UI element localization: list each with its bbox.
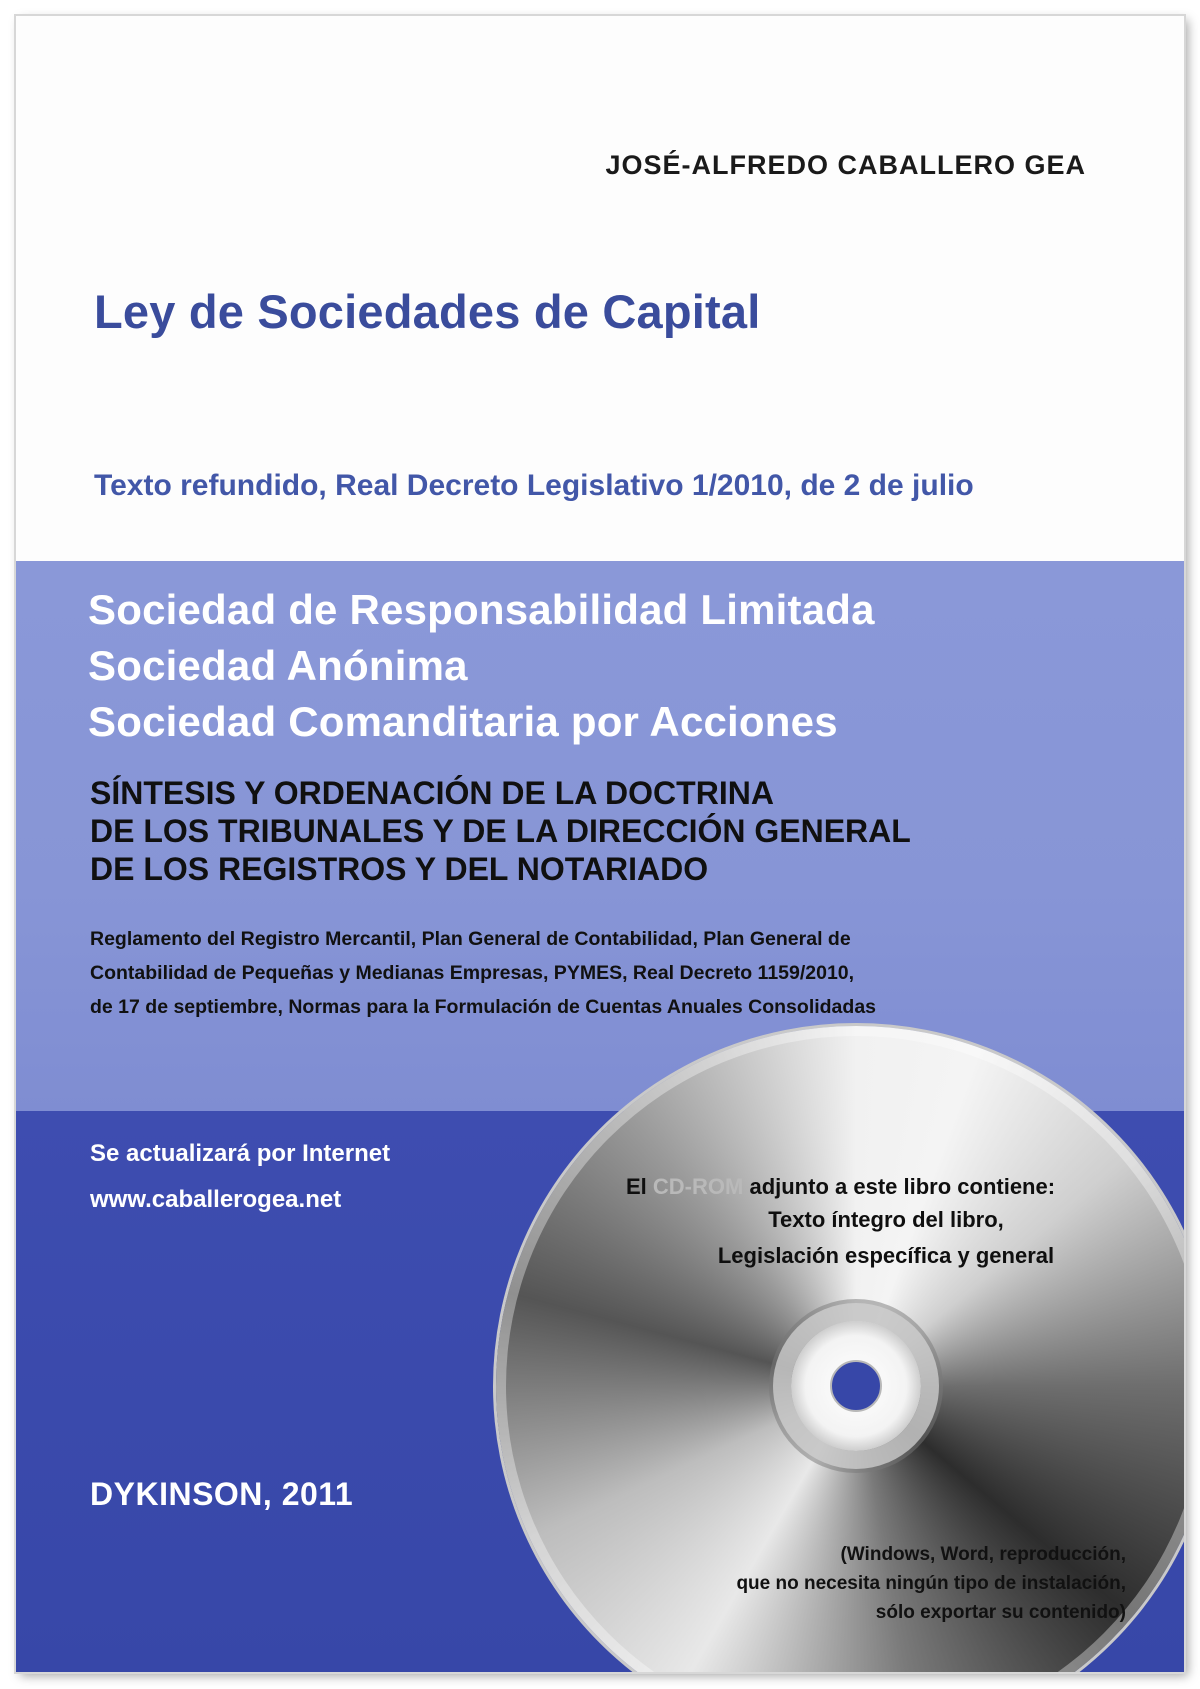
cd-contents-text <box>626 1172 1146 1274</box>
cd-intro-line <box>626 1172 1146 1202</box>
regulations-text <box>90 922 1130 1024</box>
company-type-sca: Sociedad Comanditaria por Acciones <box>88 698 838 745</box>
book-cover <box>16 16 1184 1672</box>
cd-note-line: que no necesita ningún tipo de instalación, <box>736 1573 1126 1594</box>
cd-intro-after: adjunto a este libro contiene: <box>743 1174 1056 1199</box>
regulations-line: de 17 de septiembre, Normas para la Formulación de Cuentas Anuales Consolidadas <box>90 996 877 1018</box>
book-title: Ley de Sociedades de Capital <box>94 285 761 338</box>
author-name: JOSÉ-ALFREDO CABALLERO GEA <box>605 150 1086 180</box>
regulations-line: Reglamento del Registro Mercantil, Plan General de Contabilidad, Plan General de <box>90 928 851 950</box>
cd-note-line: (Windows, Word, reproducción, <box>840 1544 1126 1565</box>
cd-center-hole <box>830 1360 882 1412</box>
cd-content-item: Texto íntegro del libro, <box>768 1207 1004 1232</box>
synthesis-heading <box>90 774 911 888</box>
cd-rom-label: CD-ROM <box>652 1174 744 1199</box>
regulations-line: Contabilidad de Pequeñas y Medianas Empresas, PYMES, Real Decreto 1159/2010, <box>90 962 855 984</box>
synthesis-line: DE LOS TRIBUNALES Y DE LA DIRECCIÓN GENERAL <box>90 813 911 849</box>
company-type-srl: Sociedad de Responsabilidad Limitada <box>88 586 875 633</box>
cd-install-note <box>656 1540 1126 1627</box>
company-type-sa: Sociedad Anónima <box>88 642 468 689</box>
synthesis-line: SÍNTESIS Y ORDENACIÓN DE LA DOCTRINA <box>90 775 774 811</box>
publisher-year: DYKINSON, 2011 <box>90 1476 354 1512</box>
update-note: Se actualizará por Internet <box>90 1140 391 1167</box>
website-link[interactable]: www.caballerogea.net <box>90 1186 342 1213</box>
cd-note-line: sólo exportar su contenido) <box>875 1602 1126 1623</box>
book-subtitle: Texto refundido, Real Decreto Legislativo 1/2010, de 2 de julio <box>94 469 974 502</box>
company-types-list <box>88 582 875 750</box>
cd-intro-before: El <box>626 1174 653 1199</box>
cd-content-item: Legislación específica y general <box>717 1243 1055 1268</box>
synthesis-line: DE LOS REGISTROS Y DEL NOTARIADO <box>90 851 709 887</box>
